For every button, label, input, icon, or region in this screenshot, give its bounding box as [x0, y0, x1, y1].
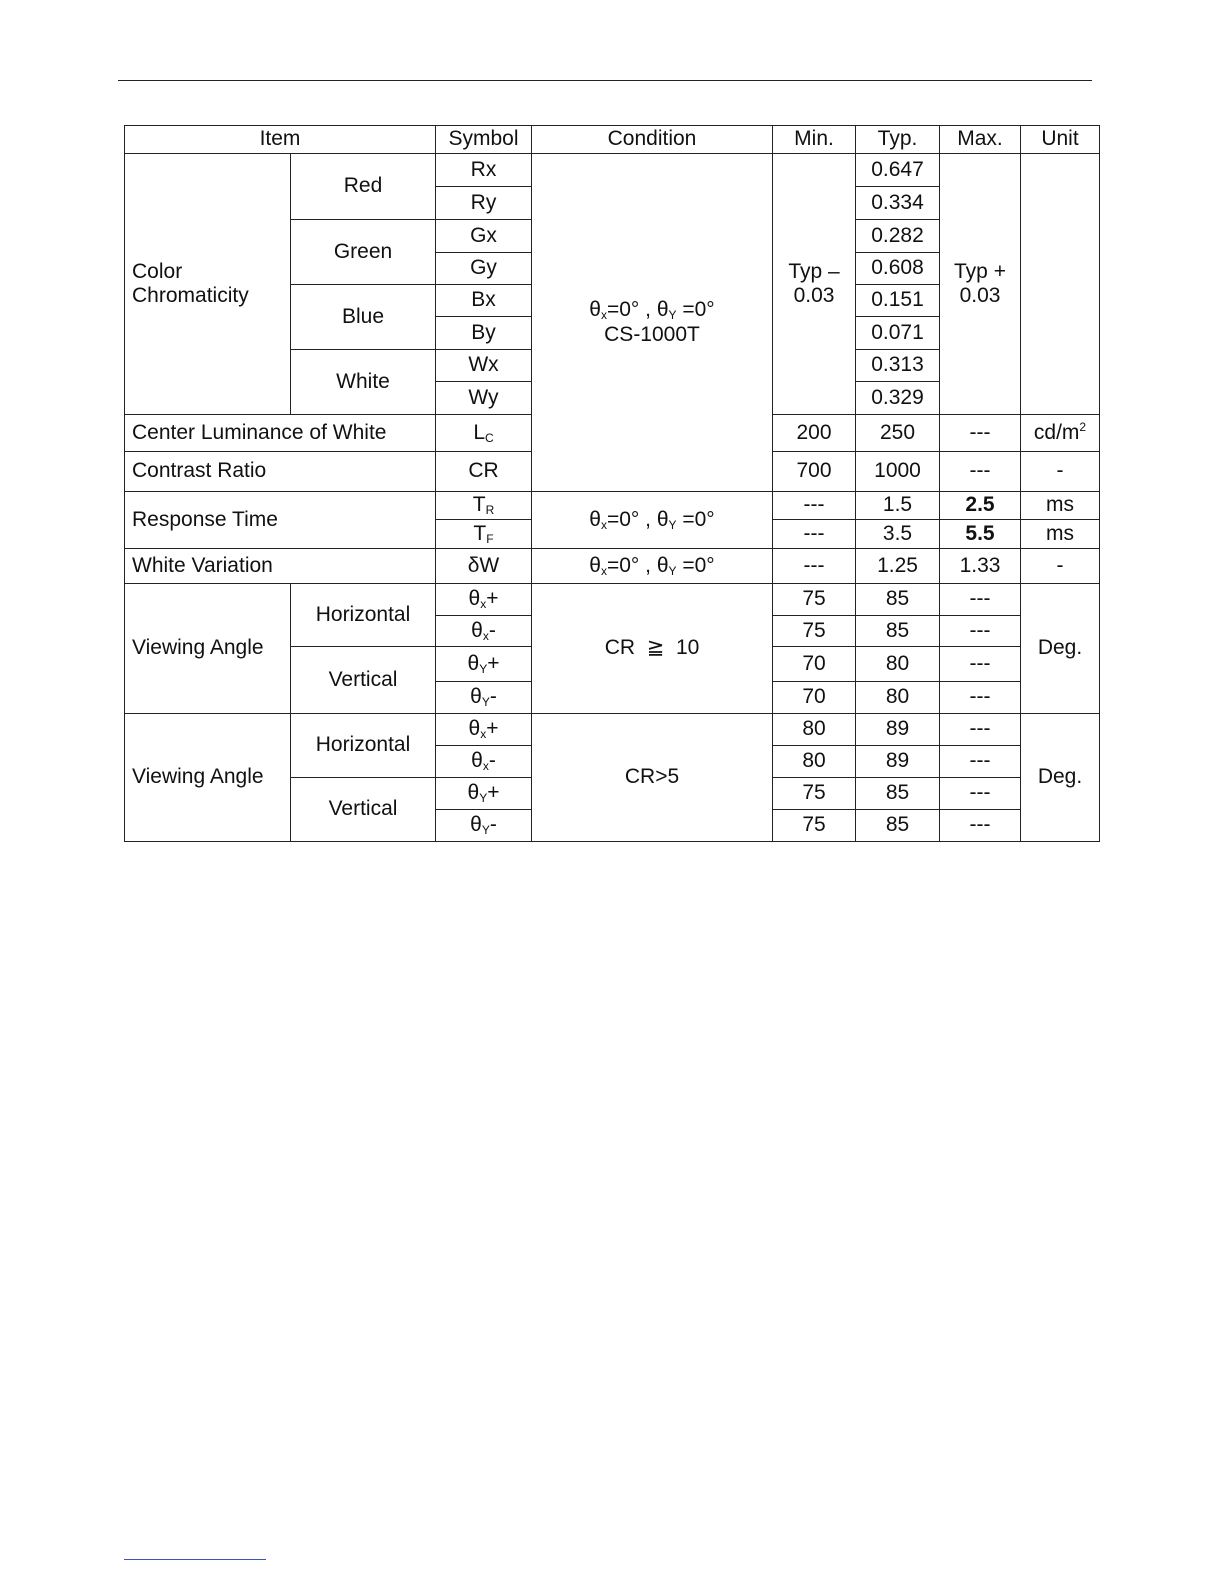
white-variation-typ: 1.25	[856, 549, 940, 584]
va2-min: 75	[773, 778, 856, 810]
luminance-symbol-main: L	[473, 420, 485, 444]
va2-typ: 89	[856, 746, 940, 778]
viewing-angle-1-label: Viewing Angle	[125, 584, 291, 714]
symbol-bx: Bx	[436, 285, 532, 317]
max-line2: 0.03	[959, 284, 1001, 307]
luminance-label: Center Luminance of White	[125, 415, 436, 452]
response-condition: $\theta_x=0^\circ$ , $\theta_Y =0^\circ$	[532, 492, 773, 549]
va1-unit: Deg.	[1021, 584, 1100, 714]
min-line1: Typ –	[788, 259, 840, 283]
symbol-gy: Gy	[436, 253, 532, 285]
max-line1: Typ +	[954, 259, 1006, 283]
va1-min: 75	[773, 616, 856, 647]
response-label: Response Time	[125, 492, 436, 549]
va1-max: ---	[940, 682, 1021, 714]
table-row	[125, 549, 1100, 584]
header-rule	[118, 80, 1092, 81]
header-item: Item	[125, 126, 436, 154]
va2-symbol-vy-plus: $\theta_Y+$	[436, 778, 532, 810]
group-white: White	[291, 350, 436, 415]
va2-vertical: Vertical	[291, 778, 436, 842]
table-row	[125, 492, 1100, 520]
va1-symbol-vy-minus: $\theta_Y-$	[436, 682, 532, 714]
va1-condition: CR ≧ 10	[532, 584, 773, 714]
table-row	[125, 154, 1100, 187]
contrast-max: ---	[940, 452, 1021, 492]
tr-sub: R	[485, 503, 495, 518]
va1-symbol-hx-minus: $\theta_x-$	[436, 616, 532, 647]
white-variation-condition: $\theta_x=0^\circ$ , $\theta_Y =0^\circ$	[532, 549, 773, 584]
contrast-label: Contrast Ratio	[125, 452, 436, 492]
header-symbol: Symbol	[436, 126, 532, 154]
condition-angle: $\theta_x=0^\circ$ , $\theta_Y =0^\circ$	[589, 298, 715, 323]
va2-typ: 89	[856, 714, 940, 746]
header-condition: Condition	[532, 126, 773, 154]
chromaticity-label-line2: Chromaticity	[132, 284, 249, 307]
va2-max: ---	[940, 778, 1021, 810]
header-max: Max.	[940, 126, 1021, 154]
tf-sub: F	[486, 531, 494, 546]
va2-min: 80	[773, 714, 856, 746]
tr-max: 2.5	[940, 492, 1021, 520]
symbol-wx: Wx	[436, 350, 532, 382]
typ-by: 0.071	[856, 317, 940, 350]
group-blue: Blue	[291, 285, 436, 350]
va2-max: ---	[940, 810, 1021, 842]
luminance-max: ---	[940, 415, 1021, 452]
va1-typ: 85	[856, 616, 940, 647]
white-variation-symbol: δW	[436, 549, 532, 584]
symbol-gx: Gx	[436, 220, 532, 253]
va1-symbol-vy-plus: $\theta_Y+$	[436, 647, 532, 682]
typ-wy: 0.329	[856, 382, 940, 415]
white-variation-label: White Variation	[125, 549, 436, 584]
va1-vertical: Vertical	[291, 647, 436, 714]
header-typ: Typ.	[856, 126, 940, 154]
contrast-symbol: CR	[436, 452, 532, 492]
chromaticity-max	[940, 154, 1021, 415]
typ-bx: 0.151	[856, 285, 940, 317]
luminance-symbol-sub: C	[485, 430, 494, 445]
chromaticity-condition	[532, 154, 773, 492]
tf-main: T	[473, 521, 487, 545]
tr-main: T	[472, 493, 486, 517]
typ-gy: 0.608	[856, 253, 940, 285]
typ-wx: 0.313	[856, 350, 940, 382]
va1-min: 75	[773, 584, 856, 616]
va1-horizontal: Horizontal	[291, 584, 436, 647]
symbol-ry: Ry	[436, 187, 532, 220]
va1-typ: 80	[856, 682, 940, 714]
min-line2: 0.03	[793, 284, 835, 307]
va2-max: ---	[940, 746, 1021, 778]
header-row	[125, 126, 1100, 154]
typ-ry: 0.334	[856, 187, 940, 220]
va2-symbol-hx-minus: $\theta_x-$	[436, 746, 532, 778]
symbol-rx: Rx	[436, 154, 532, 187]
tf-unit: ms	[1021, 520, 1100, 549]
chromaticity-label	[125, 154, 291, 415]
contrast-typ: 1000	[856, 452, 940, 492]
va2-max: ---	[940, 714, 1021, 746]
va2-typ: 85	[856, 810, 940, 842]
chromaticity-label-line1: Color	[132, 259, 183, 283]
tf-min: ---	[773, 520, 856, 549]
header-unit: Unit	[1021, 126, 1100, 154]
va1-min: 70	[773, 647, 856, 682]
va2-horizontal: Horizontal	[291, 714, 436, 778]
luminance-symbol	[436, 415, 532, 452]
tf-typ: 3.5	[856, 520, 940, 549]
table-row	[125, 584, 1100, 616]
response-symbol-tr	[436, 492, 532, 520]
tf-max: 5.5	[940, 520, 1021, 549]
va2-condition: CR>5	[532, 714, 773, 842]
tr-unit: ms	[1021, 492, 1100, 520]
contrast-unit: -	[1021, 452, 1100, 492]
viewing-angle-2-label: Viewing Angle	[125, 714, 291, 842]
luminance-typ: 250	[856, 415, 940, 452]
va2-min: 75	[773, 810, 856, 842]
header-min: Min.	[773, 126, 856, 154]
va2-typ: 85	[856, 778, 940, 810]
group-red: Red	[291, 154, 436, 220]
chromaticity-unit	[1021, 154, 1100, 415]
footer-link-underline	[124, 1559, 266, 1560]
tr-typ: 1.5	[856, 492, 940, 520]
group-green: Green	[291, 220, 436, 285]
luminance-unit	[1021, 415, 1100, 452]
table-row	[125, 714, 1100, 746]
va1-typ: 80	[856, 647, 940, 682]
luminance-unit-main: cd/m	[1033, 420, 1080, 444]
va1-max: ---	[940, 616, 1021, 647]
va1-symbol-hx-plus: $\theta_x+$	[436, 584, 532, 616]
response-symbol-tf	[436, 520, 532, 549]
white-variation-unit: -	[1021, 549, 1100, 584]
va1-max: ---	[940, 647, 1021, 682]
contrast-min: 700	[773, 452, 856, 492]
va2-unit: Deg.	[1021, 714, 1100, 842]
white-variation-min: ---	[773, 549, 856, 584]
luminance-unit-sup: 2	[1079, 419, 1087, 434]
va2-symbol-hx-plus: $\theta_x+$	[436, 714, 532, 746]
typ-gx: 0.282	[856, 220, 940, 253]
typ-rx: 0.647	[856, 154, 940, 187]
va1-max: ---	[940, 584, 1021, 616]
condition-instrument: CS-1000T	[604, 322, 700, 346]
symbol-by: By	[436, 317, 532, 350]
white-variation-max: 1.33	[940, 549, 1021, 584]
chromaticity-min	[773, 154, 856, 415]
va1-typ: 85	[856, 584, 940, 616]
tr-min: ---	[773, 492, 856, 520]
luminance-min: 200	[773, 415, 856, 452]
symbol-wy: Wy	[436, 382, 532, 415]
va2-min: 80	[773, 746, 856, 778]
va2-symbol-vy-minus: $\theta_Y-$	[436, 810, 532, 842]
optical-spec-table	[124, 125, 1100, 842]
va1-min: 70	[773, 682, 856, 714]
